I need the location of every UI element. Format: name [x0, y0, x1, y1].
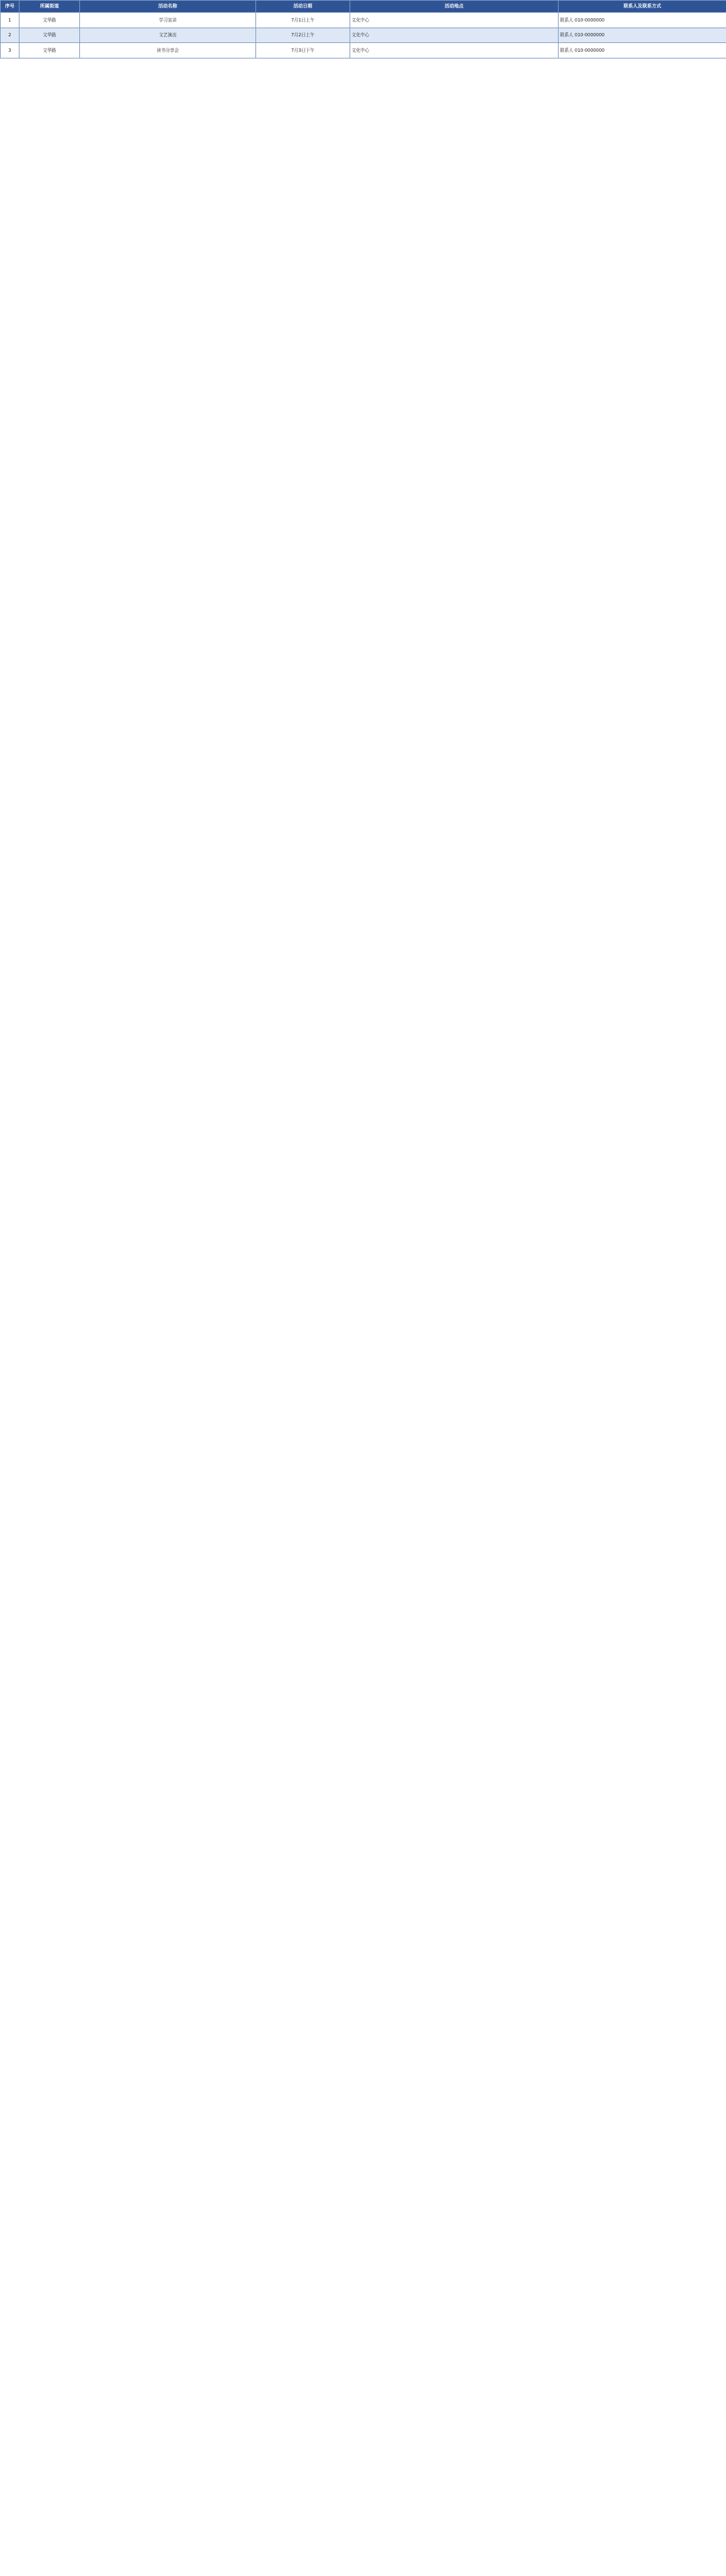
row-activity-name: 文艺演出: [80, 28, 256, 43]
header-activity: 活动名称: [80, 1, 256, 13]
row-contact: 联系人 010-0000000: [559, 13, 726, 28]
row-date: 7月3日下午: [256, 43, 350, 58]
header-street: 所属街道: [19, 1, 80, 13]
row-street: 文华路: [19, 28, 80, 43]
row-activity-name: 读书分享会: [80, 43, 256, 58]
row-street: 文华路: [19, 43, 80, 58]
header-index: 序号: [1, 1, 19, 13]
table-row: [1, 13, 726, 28]
header-date: 活动日期: [256, 1, 350, 13]
row-place: 文化中心: [350, 13, 559, 28]
table-row: [1, 28, 726, 43]
table-row: [1, 43, 726, 58]
row-contact: 联系人 010-0000000: [559, 43, 726, 58]
row-date: 7月2日上午: [256, 28, 350, 43]
table-header: [1, 1, 726, 13]
row-place: 文化中心: [350, 43, 559, 58]
row-place: 文化中心: [350, 28, 559, 43]
header-contact: 联系人及联系方式: [559, 1, 726, 13]
row-index: 2: [1, 28, 19, 43]
header-place: 活动地点: [350, 1, 559, 13]
activity-table: [0, 0, 726, 58]
row-index: 3: [1, 43, 19, 58]
row-activity-name: 学习宣讲: [80, 13, 256, 28]
row-street: 文华路: [19, 13, 80, 28]
row-contact: 联系人 010-0000000: [559, 28, 726, 43]
table-body: [1, 13, 726, 58]
row-index: 1: [1, 13, 19, 28]
row-date: 7月1日上午: [256, 13, 350, 28]
